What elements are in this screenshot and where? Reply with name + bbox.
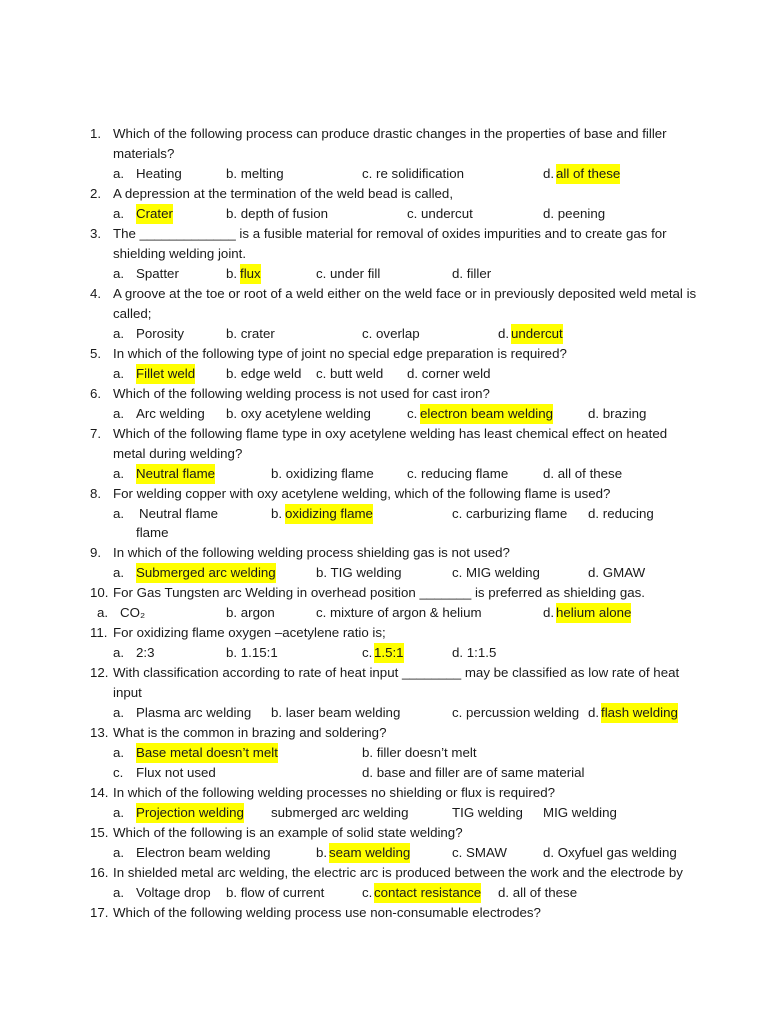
question-16	[0, 863, 768, 883]
question-text: Which of the following is an example of solid state welding?	[113, 825, 463, 840]
option-b: b. argon	[226, 605, 275, 620]
option-a: CO₂	[120, 605, 146, 620]
option-letter: a.	[113, 266, 125, 281]
question-text: Which of the following flame type in oxy acetylene welding has least chemical effect on heated	[113, 426, 668, 441]
question-number: 15.	[90, 825, 109, 840]
option-d: d. brazing	[588, 406, 647, 421]
option-a: 2:3	[136, 645, 155, 660]
question-number: 6.	[90, 386, 102, 401]
option-c: c. reducing flame	[407, 466, 509, 481]
option-b-answer: flux	[240, 264, 261, 284]
options-row	[0, 264, 768, 284]
option-a: Neutral flame	[139, 506, 219, 521]
option-d: d. 1:1.5	[452, 645, 497, 660]
question-17	[0, 903, 768, 923]
question-3	[0, 224, 768, 244]
option-letter: a.	[113, 166, 125, 181]
question-4	[0, 284, 768, 304]
question-number: 5.	[90, 346, 102, 361]
question-number: 8.	[90, 486, 102, 501]
option-d: d. peening	[543, 206, 606, 221]
options-row	[0, 404, 768, 424]
option-c-answer: electron beam welding	[420, 404, 553, 424]
option-c: c. SMAW	[452, 845, 507, 860]
option-letter: c.	[362, 645, 373, 660]
question-text: Which of the following welding process is not used for cast iron?	[113, 386, 490, 401]
question-number: 12.	[90, 665, 109, 680]
question-number: 3.	[90, 226, 102, 241]
question-text: In which of the following welding process shielding gas is not used?	[113, 545, 510, 560]
question-text: input	[113, 685, 142, 700]
option-letter: a.	[113, 845, 125, 860]
option-b: b. oxy acetylene welding	[226, 406, 371, 421]
question-5	[0, 344, 768, 364]
question-text: metal during welding?	[113, 446, 243, 461]
options-row	[0, 464, 768, 484]
question-number: 10.	[90, 585, 109, 600]
option-b: b. edge weld	[226, 366, 302, 381]
question-6	[0, 384, 768, 404]
option-b: b. depth of fusion	[226, 206, 329, 221]
option-d-continued: flame	[136, 525, 169, 540]
option-d: MIG welding	[543, 805, 617, 820]
options-row	[0, 803, 768, 823]
question-number: 16.	[90, 865, 109, 880]
option-letter: d.	[543, 166, 555, 181]
option-letter: a.	[113, 705, 125, 720]
question-number: 17.	[90, 905, 109, 920]
question-text-continued	[0, 444, 768, 464]
question-text: A groove at the toe or root of a weld either on the weld face or in previously deposited weld metal is	[113, 286, 697, 301]
option-a: Porosity	[136, 326, 185, 341]
question-text: For welding copper with oxy acetylene welding, which of the following flame is used?	[113, 486, 611, 501]
option-b-answer: seam welding	[329, 843, 410, 863]
option-letter: d.	[588, 705, 600, 720]
option-letter: b.	[316, 845, 328, 860]
question-9	[0, 543, 768, 563]
option-d: d. GMAW	[588, 565, 646, 580]
option-a-answer: Crater	[136, 204, 173, 224]
option-letter: a.	[97, 605, 109, 620]
option-letter: a.	[113, 745, 125, 760]
option-a-answer: Base metal doesn’t melt	[136, 743, 278, 763]
question-text: A depression at the termination of the weld bead is called,	[113, 186, 454, 201]
option-d-answer: undercut	[511, 324, 563, 344]
question-text: materials?	[113, 146, 175, 161]
option-a: Voltage drop	[136, 885, 211, 900]
question-text: In shielded metal arc welding, the electric arc is produced between the work and the electrode by	[113, 865, 683, 880]
question-1	[0, 124, 768, 144]
options-row	[0, 504, 768, 524]
question-number: 13.	[90, 725, 109, 740]
option-letter: a.	[113, 406, 125, 421]
option-c: c. under fill	[316, 266, 381, 281]
option-d: d. filler	[452, 266, 492, 281]
option-letter: a.	[113, 565, 125, 580]
option-c-answer: 1.5:1	[374, 643, 404, 663]
question-text: In which of the following welding processes no shielding or flux is required?	[113, 785, 555, 800]
question-text: Which of the following process can produce drastic changes in the properties of base and filler	[113, 126, 667, 141]
option-d-answer: flash welding	[601, 703, 678, 723]
question-text: What is the common in brazing and soldering?	[113, 725, 387, 740]
option-letter: a.	[113, 206, 125, 221]
question-10	[0, 583, 768, 603]
options-row	[0, 743, 768, 763]
question-number: 1.	[90, 126, 102, 141]
options-row	[0, 603, 768, 623]
option-letter: b.	[271, 506, 283, 521]
option-c: TIG welding	[452, 805, 523, 820]
option-b: b. filler doesn’t melt	[362, 745, 477, 760]
question-12	[0, 663, 768, 683]
option-letter: a.	[113, 645, 125, 660]
option-a: Arc welding	[136, 406, 205, 421]
option-letter: c.	[362, 885, 373, 900]
option-c: c. percussion welding	[452, 705, 580, 720]
option-d: d. corner weld	[407, 366, 491, 381]
option-c: c. MIG welding	[452, 565, 540, 580]
options-row	[0, 204, 768, 224]
option-c: Flux not used	[136, 765, 216, 780]
question-7	[0, 424, 768, 444]
question-number: 9.	[90, 545, 102, 560]
option-c: c. mixture of argon & helium	[316, 605, 482, 620]
option-c: c. carburizing flame	[452, 506, 568, 521]
option-b: submerged arc welding	[271, 805, 409, 820]
question-text: The _____________ is a fusible material for removal of oxides impurities and to create gas for	[113, 226, 667, 241]
question-text: For Gas Tungsten arc Welding in overhead position _______ is preferred as shielding gas.	[113, 585, 645, 600]
option-d-answer: helium alone	[556, 603, 631, 623]
option-b: b. melting	[226, 166, 284, 181]
option-b: b. crater	[226, 326, 275, 341]
options-row	[0, 703, 768, 723]
question-text: In which of the following type of joint no special edge preparation is required?	[113, 346, 567, 361]
question-2	[0, 184, 768, 204]
option-letter: a.	[113, 366, 125, 381]
option-c-answer: contact resistance	[374, 883, 481, 903]
question-text: called;	[113, 306, 152, 321]
options-row	[0, 883, 768, 903]
option-b: b. 1.15:1	[226, 645, 278, 660]
option-letter: b.	[226, 266, 238, 281]
option-b: b. TIG welding	[316, 565, 402, 580]
question-number: 14.	[90, 785, 109, 800]
option-letter: c.	[113, 765, 124, 780]
option-letter: d.	[543, 605, 555, 620]
question-text-continued	[0, 244, 768, 264]
option-b: b. flow of current	[226, 885, 325, 900]
option-b: b. oxidizing flame	[271, 466, 374, 481]
option-c: c. undercut	[407, 206, 473, 221]
option-c: c. butt weld	[316, 366, 384, 381]
question-text: For oxidizing flame oxygen –acetylene ratio is;	[113, 625, 386, 640]
question-text-continued	[0, 144, 768, 164]
option-a-answer: Neutral flame	[136, 464, 215, 484]
option-b-answer: oxidizing flame	[285, 504, 373, 524]
option-c: c. re solidification	[362, 166, 464, 181]
option-b: b. laser beam welding	[271, 705, 401, 720]
option-a-answer: Fillet weld	[136, 364, 195, 384]
option-d: d. Oxyfuel gas welding	[543, 845, 677, 860]
question-text: With classification according to rate of heat input ________ may be classified as low rate of heat	[113, 665, 680, 680]
option-a: Electron beam welding	[136, 845, 271, 860]
options-row	[0, 643, 768, 663]
option-d-answer: all of these	[556, 164, 620, 184]
option-letter: d.	[498, 326, 510, 341]
option-c: c. overlap	[362, 326, 420, 341]
options-row	[0, 164, 768, 184]
options-row	[0, 763, 768, 783]
option-continued	[0, 523, 768, 543]
options-row	[0, 843, 768, 863]
option-d: d. base and filler are of same material	[362, 765, 585, 780]
options-row	[0, 324, 768, 344]
option-d: d. all of these	[543, 466, 623, 481]
option-letter: a.	[113, 805, 125, 820]
question-8	[0, 484, 768, 504]
options-row	[0, 563, 768, 583]
option-letter: a.	[113, 885, 125, 900]
option-d: d. reducing	[588, 506, 654, 521]
question-text: shielding welding joint.	[113, 246, 247, 261]
option-a: Spatter	[136, 266, 179, 281]
option-letter: c.	[407, 406, 418, 421]
options-row	[0, 364, 768, 384]
option-d: d. all of these	[498, 885, 578, 900]
option-letter: a.	[113, 466, 125, 481]
option-a-answer: Projection welding	[136, 803, 244, 823]
question-number: 11.	[90, 625, 108, 640]
option-a: Heating	[136, 166, 182, 181]
question-number: 4.	[90, 286, 102, 301]
question-number: 7.	[90, 426, 102, 441]
option-letter: a.	[113, 326, 125, 341]
question-text-continued	[0, 304, 768, 324]
question-13	[0, 723, 768, 743]
question-text: Which of the following welding process use non-consumable electrodes?	[113, 905, 541, 920]
option-a-answer: Submerged arc welding	[136, 563, 276, 583]
question-text-continued	[0, 683, 768, 703]
question-15	[0, 823, 768, 843]
question-14	[0, 783, 768, 803]
question-11	[0, 623, 768, 643]
option-letter: a.	[113, 506, 125, 521]
option-a: Plasma arc welding	[136, 705, 252, 720]
question-number: 2.	[90, 186, 102, 201]
